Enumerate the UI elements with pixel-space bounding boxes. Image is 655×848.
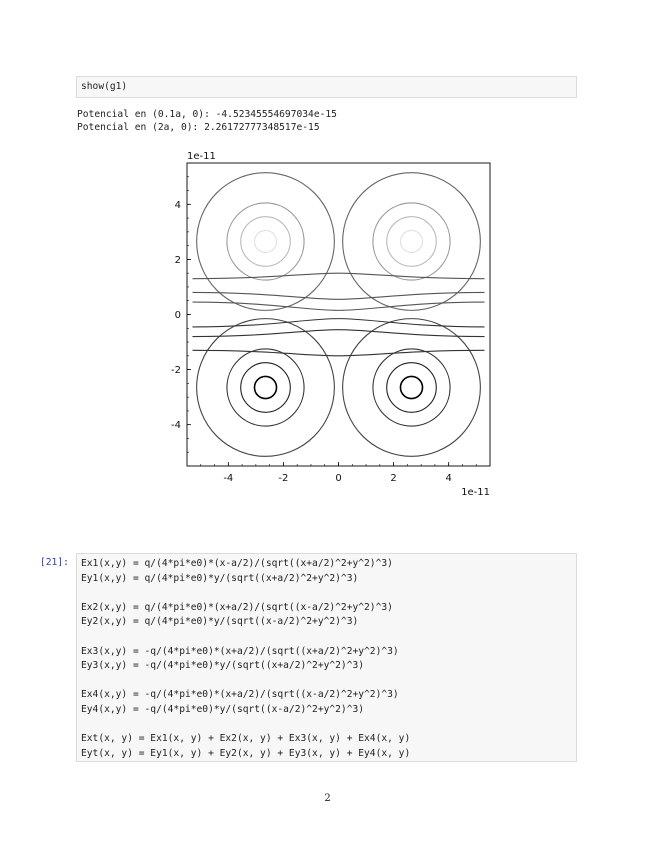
y-tick-label: 4 <box>174 199 181 211</box>
code-cell-21[interactable] <box>76 553 577 762</box>
y-tick-label: -2 <box>171 365 181 377</box>
contour-loop-positive-1-2 <box>373 203 450 280</box>
code-line: Ex4(x,y) = -q/(4*pi*e0)*(x+a/2)/(sqrt((x-a/2)^2+y^2)^3) <box>81 689 399 701</box>
contour-loop-negative-3-2 <box>373 349 450 426</box>
x-tick-label: 2 <box>390 473 397 484</box>
code-line <box>81 630 410 645</box>
plot-frame <box>187 163 490 466</box>
code-line <box>81 674 410 689</box>
contour-loop-positive-0-3 <box>197 173 335 311</box>
x-multiplier-label: 1e-11 <box>461 487 490 498</box>
contour-loop-positive-0-2 <box>227 203 304 280</box>
contour-loop-negative-2-2 <box>227 349 304 426</box>
y-multiplier-label: 1e-11 <box>187 151 216 162</box>
code-line: Ext(x, y) = Ex1(x, y) + Ex2(x, y) + Ex3(x, y) + Ex4(x, y) <box>81 733 411 745</box>
y-tick-label: 2 <box>174 254 181 266</box>
contour-loop-negative-2-1 <box>241 363 291 413</box>
code-line <box>81 586 410 601</box>
code-line <box>81 718 410 733</box>
contour-loop-negative-3-1 <box>387 363 437 413</box>
contour-curve-5 <box>193 350 485 356</box>
contour-curve-2 <box>193 302 485 310</box>
x-tick-label: 4 <box>445 473 452 484</box>
page-number: 2 <box>324 793 331 804</box>
x-tick-label: -2 <box>278 473 289 484</box>
code-line: Ex2(x,y) = q/(4*pi*e0)*(x+a/2)/(sqrt((x-a/2)^2+y^2)^3) <box>81 601 393 613</box>
y-tick-label: -4 <box>171 420 181 432</box>
x-tick-label: 0 <box>335 473 342 484</box>
cell-prompt: [21]: <box>40 557 69 568</box>
output-line-1: Potencial en (0.1a, 0): -4.52345554697034e-15 <box>77 109 337 120</box>
contour-loop-positive-1-0 <box>400 230 422 252</box>
contour-curve-3 <box>193 319 485 327</box>
x-tick-label: -4 <box>223 473 234 484</box>
code-line: Ex1(x,y) = q/(4*pi*e0)*(x-a/2)/(sqrt((x+a/2)^2+y^2)^3) <box>81 558 393 569</box>
contour-loop-negative-3-3 <box>343 319 481 457</box>
contour-loop-negative-3-0 <box>400 376 422 398</box>
code-line: Ex3(x,y) = -q/(4*pi*e0)*(x+a/2)/(sqrt((x+a/2)^2+y^2)^3) <box>81 645 399 657</box>
contour-loop-negative-2-0 <box>254 376 276 398</box>
code-line: Eyt(x, y) = Ey1(x, y) + Ey2(x, y) + Ey3(x, y) + Ey4(x, y) <box>81 747 411 759</box>
contour-loop-negative-2-3 <box>197 319 335 457</box>
code-line: Ey2(x,y) = q/(4*pi*e0)*y/(sqrt((x-a/2)^2+y^2)^3) <box>81 616 359 628</box>
contour-curve-4 <box>193 330 485 337</box>
y-tick-label: 0 <box>174 310 181 321</box>
contour-loop-positive-1-1 <box>387 217 437 267</box>
contour-loop-positive-0-1 <box>241 217 291 267</box>
contour-curve-1 <box>193 292 485 299</box>
code-line: show(g1) <box>81 81 128 92</box>
output-line-2: Potencial en (2a, 0): 2.26172777348517e-15 <box>77 122 320 133</box>
contour-curve-0 <box>193 273 485 279</box>
contour-loop-positive-1-3 <box>343 173 481 311</box>
contour-loop-positive-0-0 <box>254 230 276 252</box>
code-line: Ey4(x,y) = -q/(4*pi*e0)*y/(sqrt((x-a/2)^2+y^2)^3) <box>81 703 365 715</box>
code-line: Ey3(x,y) = -q/(4*pi*e0)*y/(sqrt((x+a/2)^2+y^2)^3) <box>81 660 365 672</box>
code-line: Ey1(x,y) = q/(4*pi*e0)*y/(sqrt((x+a/2)^2+y^2)^3) <box>81 572 359 584</box>
